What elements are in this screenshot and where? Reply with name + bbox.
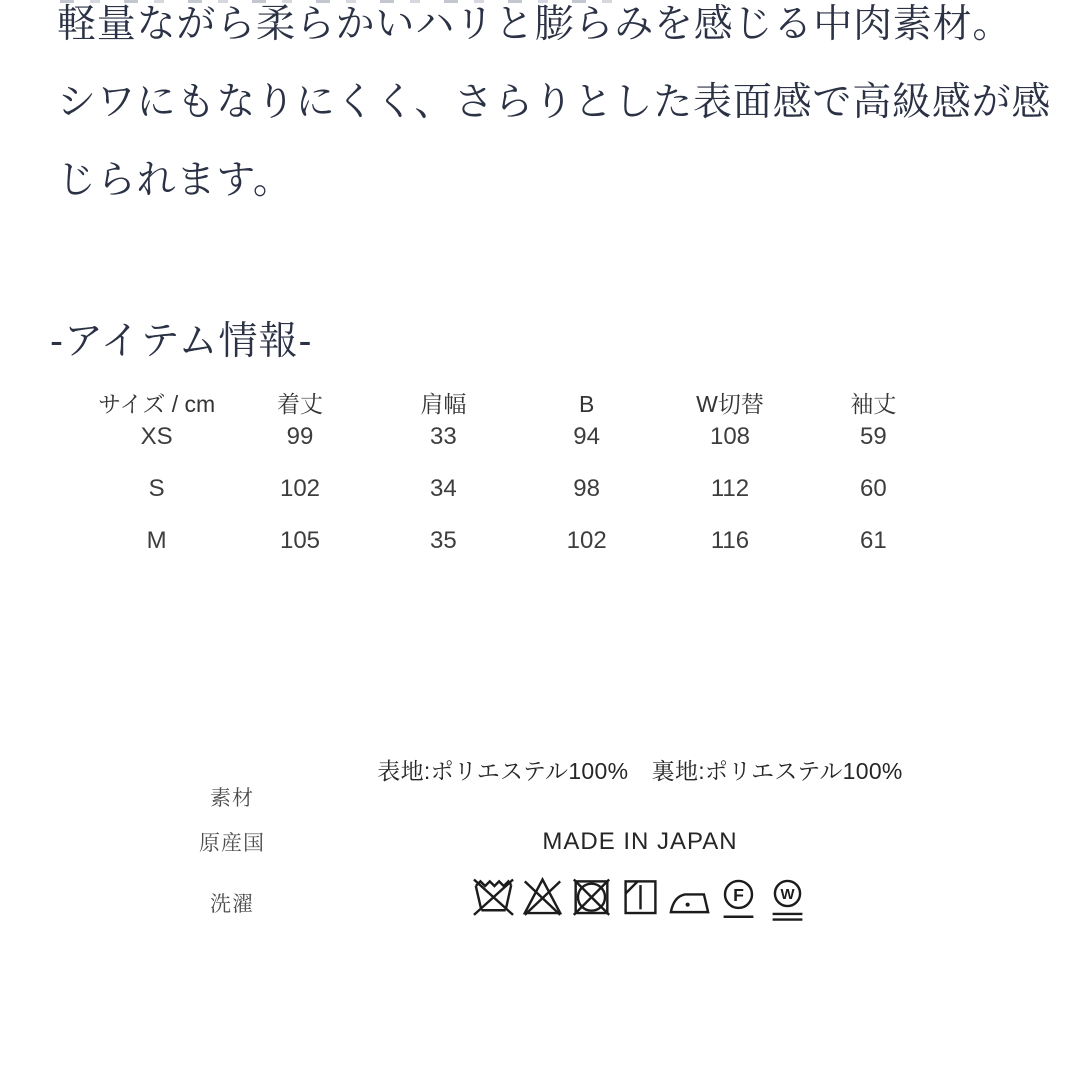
size-row-s: [85, 475, 945, 502]
size-row-xs: [85, 423, 945, 450]
description-line-2: シワにもなりにくく、さらりとした表面感で高級感が感: [57, 81, 1052, 124]
dry-clean-petroleum-gentle-icon: [718, 873, 759, 927]
wet-clean-very-gentle-icon: [767, 873, 808, 927]
description-line-3: じられます。: [57, 159, 293, 202]
cell-shoulder: 34: [429, 475, 457, 502]
origin-value: MADE IN JAPAN: [542, 828, 738, 855]
col-header-waist-switch: W切替: [696, 391, 764, 417]
section-title-item-info: -アイテム情報-: [50, 320, 313, 363]
iron-low-heat-icon: [669, 873, 710, 927]
do-not-bleach-icon: [522, 873, 563, 927]
material-value: 表地:ポリエステル100% 裏地:ポリエステル100%: [377, 758, 903, 784]
cell-waist-switch: 116: [710, 527, 750, 554]
cell-sleeve: 61: [859, 527, 887, 554]
cell-size: M: [146, 527, 167, 554]
product-description: [57, 0, 1050, 220]
cell-shoulder: 33: [429, 423, 457, 450]
svg-text:W: W: [779, 887, 795, 904]
cell-shoulder: 35: [429, 527, 457, 554]
cell-sleeve: 60: [859, 475, 887, 502]
cell-bust: 102: [566, 527, 607, 554]
description-line-1: 軽量ながら柔らかいハリと膨らみを感じる中肉素材。: [57, 3, 1013, 46]
material-label: 素材: [210, 787, 254, 810]
care-label: 洗濯: [210, 893, 254, 916]
col-header-shoulder: 肩幅: [420, 391, 467, 417]
care-icons-row: [200, 873, 1080, 927]
do-not-wash-icon: [473, 873, 514, 927]
cell-sleeve: 59: [859, 423, 887, 450]
cell-length: 99: [286, 423, 314, 450]
line-dry-in-shade-icon: [620, 873, 661, 927]
size-row-m: [85, 527, 945, 554]
size-table-header-row: [85, 391, 945, 418]
col-header-bust: B: [578, 391, 595, 417]
cell-bust: 98: [573, 475, 600, 502]
cell-size: S: [148, 475, 165, 502]
size-table: [85, 391, 945, 579]
col-header-sleeve: 袖丈: [850, 391, 897, 417]
cell-waist-switch: 112: [710, 475, 750, 502]
origin-label: 原産国: [199, 832, 265, 855]
cell-waist-switch: 108: [709, 423, 751, 450]
cell-size: XS: [140, 423, 173, 450]
cell-length: 105: [279, 527, 321, 554]
do-not-tumble-dry-icon: [571, 873, 612, 927]
col-header-size-cm: サイズ / cm: [98, 391, 216, 417]
cell-bust: 94: [573, 423, 600, 450]
svg-text:F: F: [732, 884, 744, 905]
cell-length: 102: [279, 475, 321, 502]
col-header-length: 着丈: [276, 391, 323, 417]
